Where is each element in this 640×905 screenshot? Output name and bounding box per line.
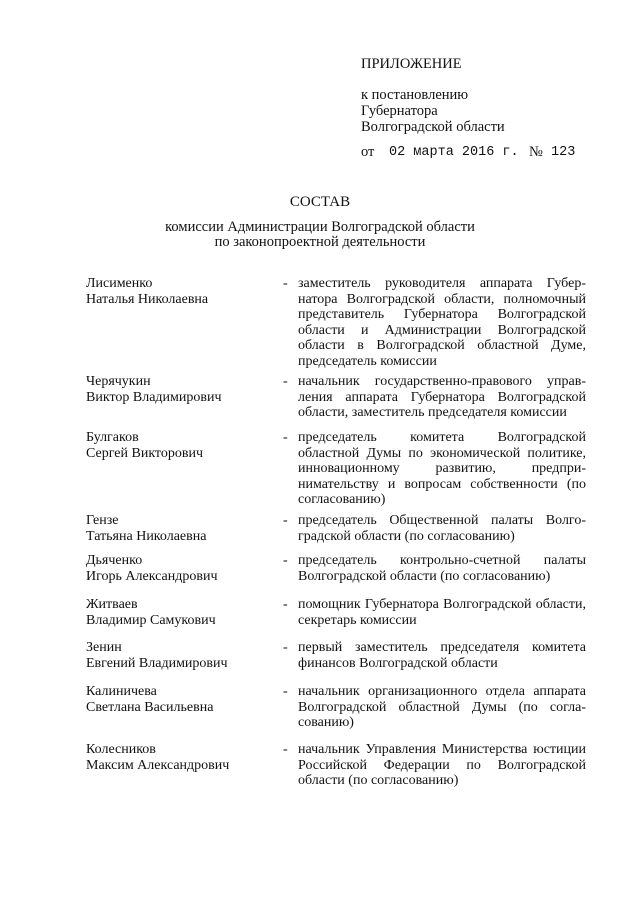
subtitle-line-1: комиссии Администрации Волгоградской области (165, 219, 475, 235)
resolution-line-1: к постановлению (361, 87, 469, 103)
member-surname: Зенин (86, 640, 122, 655)
member-given-name: Евгений Владимирович (86, 656, 228, 671)
member-dash: - (283, 684, 288, 699)
member-role: заместитель руководителя аппарата Губернатора Волгоградской области, полномочный представитель Губернатора Волгоградской области и Администрации Волгоградской области в Волгоградской областной Думе, председатель комиссии (298, 276, 586, 369)
member-dash: - (283, 430, 288, 445)
member-given-name: Виктор Владимирович (86, 390, 222, 405)
member-given-name: Максим Александрович (86, 758, 230, 773)
member-surname: Калиничева (86, 684, 157, 699)
member-surname: Гензе (86, 513, 119, 528)
member-dash: - (283, 742, 288, 757)
member-given-name: Наталья Николаевна (86, 292, 209, 307)
member-role: председатель контрольно-счетной палаты Волгоградской области (по согласованию) (298, 553, 586, 584)
member-role: председатель комитета Волгоградской областной Думы по экономической политике, инновационному развитию, предпринимательству и вопросам собственности (по согласованию) (298, 430, 586, 508)
date-prefix: от (361, 144, 375, 160)
page-title: СОСТАВ (289, 194, 351, 210)
member-role: председатель Общественной палаты Волгоградской области (по согласованию) (298, 513, 586, 544)
member-given-name: Игорь Александрович (86, 569, 218, 584)
document-number: 123 (551, 145, 576, 160)
member-surname: Житваев (86, 597, 138, 612)
member-role: начальник организационного отдела аппарата Волгоградской областной Думы (по согласованию) (298, 684, 586, 731)
member-given-name: Владимир Самукович (86, 613, 216, 628)
subtitle-line-2: по законопроектной деятельности (214, 234, 426, 250)
number-label: № (529, 144, 543, 160)
member-given-name: Сергей Викторович (86, 446, 204, 461)
member-given-name: Светлана Васильевна (86, 700, 214, 715)
member-dash: - (283, 513, 288, 528)
resolution-line-2: Губернатора (361, 103, 438, 119)
member-dash: - (283, 553, 288, 568)
member-surname: Дьяченко (86, 553, 143, 568)
member-dash: - (283, 374, 288, 389)
document-date: 02 марта 2016 г. (389, 145, 519, 160)
member-role: помощник Губернатора Волгоградской области, секретарь комиссии (298, 597, 586, 628)
member-role: начальник государственно-правового управления аппарата Губернатора Волгоградской области, заместитель председателя комиссии (298, 374, 586, 421)
member-role: начальник Управления Министерства юстиции Российской Федерации по Волгоградской области (по согласованию) (298, 742, 586, 789)
member-dash: - (283, 640, 288, 655)
member-given-name: Татьяна Николаевна (86, 529, 207, 544)
member-dash: - (283, 276, 288, 291)
member-surname: Булгаков (86, 430, 139, 445)
member-surname: Лисименко (86, 276, 153, 291)
member-surname: Колесников (86, 742, 156, 757)
annex-label: ПРИЛОЖЕНИЕ (361, 56, 462, 72)
member-surname: Черячукин (86, 374, 151, 389)
member-dash: - (283, 597, 288, 612)
member-role: первый заместитель председателя комитета финансов Волгоградской области (298, 640, 586, 671)
resolution-line-3: Волгоградской области (361, 119, 505, 135)
